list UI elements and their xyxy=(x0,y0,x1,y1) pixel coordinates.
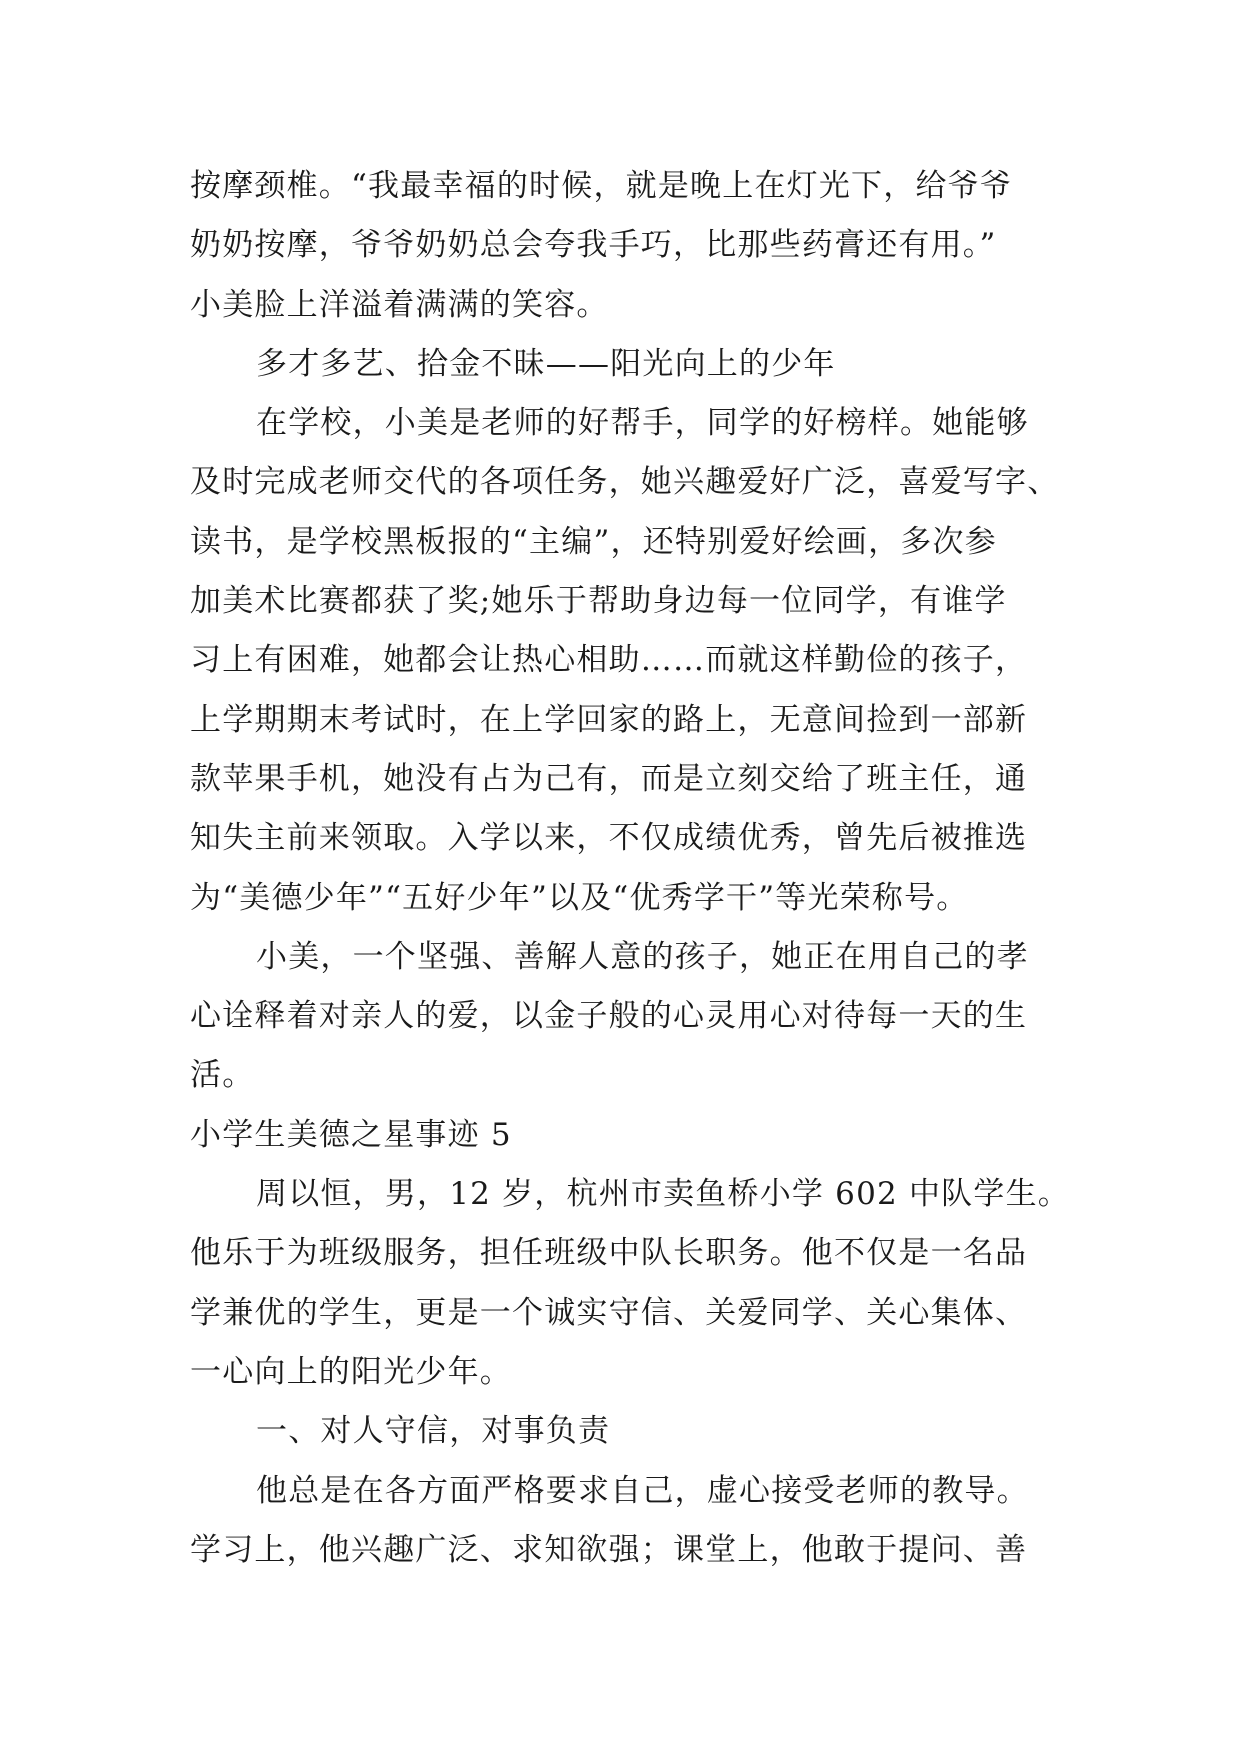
paragraph-body xyxy=(190,1165,1070,1402)
text-line: 知失主前来领取。入学以来，不仅成绩优秀，曾先后被推选 xyxy=(190,820,1028,857)
text-line: 按摩颈椎。“我最幸福的时候，就是晚上在灯光下，给爷爷 xyxy=(190,168,1013,204)
text-line: 习上有困难，她都会让热心相助……而就这样勤俭的孩子， xyxy=(190,642,1028,679)
text-line: 活。 xyxy=(190,1057,255,1094)
paragraph-body xyxy=(190,1462,1050,1581)
text-line: 他总是在各方面严格要求自己，虚心接受老师的教导。 xyxy=(256,1472,1029,1509)
section-subheading xyxy=(190,1402,1050,1461)
text-line: 小美脸上洋溢着满满的笑容。 xyxy=(190,286,609,323)
text-line: 周以恒，男，12 岁，杭州市卖鱼桥小学 602 中队学生。 xyxy=(256,1176,1070,1213)
text-line: 一心向上的阳光少年。 xyxy=(190,1353,512,1390)
text-line: 在学校，小美是老师的好帮手，同学的好榜样。她能够 xyxy=(256,405,1029,442)
text-line: 加美术比赛都获了奖;她乐于帮助身边每一位同学，有谁学 xyxy=(190,583,1007,620)
text-line: 为“美德少年”“五好少年”以及“优秀学干”等光荣称号。 xyxy=(190,879,969,916)
text-line: 上学期期末考试时，在上学回家的路上，无意间捡到一部新 xyxy=(190,701,1028,738)
text-line: 及时完成老师交代的各项任务，她兴趣爱好广泛，喜爱写字、 xyxy=(190,464,1060,501)
text-line: 一、对人守信，对事负责 xyxy=(256,1413,611,1450)
text-line: 多才多艺、拾金不昧——阳光向上的少年 xyxy=(256,345,836,382)
text-line: 心诠释着对亲人的爱，以金子般的心灵用心对待每一天的生 xyxy=(190,998,1028,1035)
text-line: 他乐于为班级服务，担任班级中队长职务。他不仅是一名品 xyxy=(190,1235,1028,1272)
text-line: 奶奶按摩，爷爷奶奶总会夸我手巧，比那些药膏还有用。” xyxy=(190,227,997,264)
paragraph-body xyxy=(190,394,1060,928)
text-line: 学兼优的学生，更是一个诚实守信、关爱同学、关心集体、 xyxy=(190,1294,1028,1331)
paragraph-body xyxy=(190,928,1050,1106)
section-heading xyxy=(190,1106,1050,1165)
text-line: 款苹果手机，她没有占为己有，而是立刻交给了班主任，通 xyxy=(190,760,1028,797)
section-subheading xyxy=(190,335,1050,394)
text-line: 读书，是学校黑板报的“主编”，还特别爱好绘画，多次参 xyxy=(190,523,997,560)
paragraph-continuation xyxy=(190,157,1050,335)
document-body xyxy=(190,157,1070,1580)
text-line: 小学生美德之星事迹 5 xyxy=(190,1116,512,1153)
text-line: 学习上，他兴趣广泛、求知欲强；课堂上，他敢于提问、善 xyxy=(190,1531,1028,1568)
text-line: 小美，一个坚强、善解人意的孩子，她正在用自己的孝 xyxy=(256,938,1029,975)
